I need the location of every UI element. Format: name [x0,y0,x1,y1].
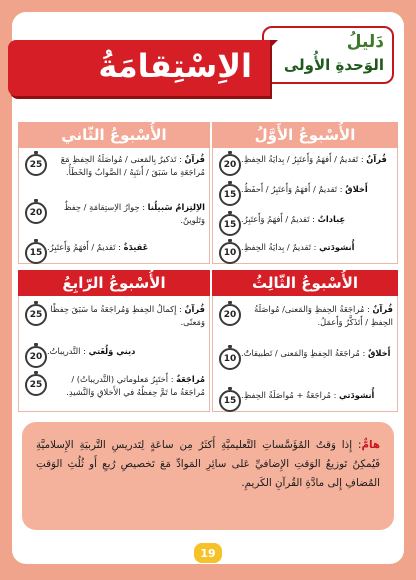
week-2-row-2: 20 الاِلتِزامُ سَبيلُنا : حِوارُ الاِستِقامَةِ / حِفظٌ وَتَلوينٌ. [21,201,205,227]
row-text: تَقديمٌ / أَفهَمُ وَأَعتَبِرُ. [241,214,310,224]
lesson-title: الاِسْتِقامَةُ [98,47,252,85]
row-text: تَقديمٌ / أَفهَمُ وَأَعتَبِرُ. [47,242,116,252]
week-1-panel [212,122,398,264]
subject-label: قُرآنٌ [184,304,205,314]
week-4-title: الأُسْبوعُ الرّابِعُ [18,270,210,296]
row-text: مُراجَعَةُ الحِفظِ وَالمَعنى/ مُواصَلَةُ الحِفظِ / أَتَذَكَّرُ وَأَعمَلُ. [254,304,393,327]
timer-icon: 20 [219,154,241,176]
subject-label: ديني وَلُغَتي [88,346,136,356]
subject-label: عَقيدَةٌ [123,242,149,252]
note-lead: هامٌّ [361,439,380,451]
row-text: تَذكيرٌ بِالمَعنى / مُواصَلَةُ الحِفظِ مَعَ مُراجَعَةِ ما سَبَقَ / أَنتَبِهُ / الصَّوابُ وَالخَطَأُ. [60,154,205,177]
week-1-row-1: 20 قُرآنٌ : تَقديمٌ / أَفهَمُ وَأَعتَبِرُ / بِدايَةُ الحِفظِ. [215,153,393,176]
week-1-title: الأُسْبوعُ الأَوَّلُ [212,122,398,148]
unit-label: الوَحدةِ الأُولى [283,56,384,74]
week-1-row-2: 15 أَخلاقٌ : تَقديمٌ / أَفهَمُ وَأَعتَبِرُ / أَحفَظُ. [215,183,393,206]
subject-label: أَخلاقٌ [367,348,391,358]
unit-guide-box [262,26,394,84]
subject-label: قُرآنٌ [372,304,393,314]
banner-fold [270,40,278,48]
timer-icon: 10 [219,348,241,370]
title-banner [8,40,270,96]
important-note [22,422,394,530]
week-3-row-2: 10 أَخلاقٌ : مُراجَعَةُ الحِفظِ وَالمَعنى / تَطبيقاتٌ. [215,347,393,370]
week-4-row-3: 25 مُراجَعَةٌ : أَختَبِرُ مَعلوماتي (التَّدريباتُ) / مُراجَعَةُ ما تَمَّ حِفظُهُ في الأَخلاقِ وَالنَّشيدِ. [21,373,205,399]
row-text: إِكمالُ الحِفظِ وَمُراجَعَةُ ما سَبَقَ حِفظًا وَمَعنًى. [50,304,205,327]
week-3-row-3: 15 أُنشودَتي : مُراجَعَةٌ + مُواصَلَةُ الحِفظِ. [215,389,393,412]
week-4-row-1: 25 قُرآنٌ : إِكمالُ الحِفظِ وَمُراجَعَةُ ما سَبَقَ حِفظًا وَمَعنًى. [21,303,205,329]
timer-icon: 20 [25,346,47,368]
week-3-row-1: 20 قُرآنٌ : مُراجَعَةُ الحِفظِ وَالمَعنى/ مُواصَلَةُ الحِفظِ / أَتَذَكَّرُ وَأَعمَلُ. [215,303,393,329]
timer-icon: 25 [25,374,47,396]
row-text: تَقديمٌ / أَفهَمُ وَأَعتَبِرُ / أَحفَظُ. [241,184,338,194]
week-4-row-2: 20 ديني وَلُغَتي : التَّدريباتُ. [21,345,205,368]
subject-label: قُرآنٌ [366,154,387,164]
row-text: حِوارُ الاِستِقامَةِ / حِفظٌ وَتَلوينٌ. [63,202,205,225]
timer-icon: 15 [219,390,241,412]
week-2-row-3: 15 عَقيدَةٌ : تَقديمٌ / أَفهَمُ وَأَعتَبِرُ. [21,241,205,264]
subject-label: أُنشودَتي [319,242,355,252]
timer-icon: 15 [219,184,241,206]
note-text: : إِذا وَقتُ المُؤَسَّساتِ التَّعليميَّةِ أَكثَرُ مِن ساعَةٍ لِتَدريسِ التَّربيَةِ الإِسلاميَّةِ فَيُمكِنُ تَوزيعُ الوَقتِ الإِضافيِّ عَلى سائِرِ المَوادِّ مَعَ تَخصيصِ رُبعِ أَو ثُلُثِ الوَقتِ المُضافِ إِلى مادَّةِ القُرآنِ الكَريمِ. [36,439,380,489]
timer-icon: 15 [219,214,241,236]
row-text: أَختَبِرُ مَعلوماتي (التَّدريباتُ) / مُراجَعَةُ ما تَمَّ حِفظُهُ في الأَخلاقِ وَالنَّشيدِ. [66,374,205,397]
timer-icon: 25 [25,304,47,326]
subject-label: عِباداتٌ [317,214,346,224]
week-2-panel [18,122,210,264]
timer-icon: 20 [219,304,241,326]
week-3-panel [212,270,398,412]
week-2-row-1: 25 قُرآنٌ : تَذكيرٌ بِالمَعنى / مُواصَلَةُ الحِفظِ مَعَ مُراجَعَةِ ما سَبَقَ / أَنتَبِهُ / الصَّوابُ وَالخَطَأُ. [21,153,205,179]
week-3-title: الأُسْبوعُ الثّالِثُ [212,270,398,296]
subject-label: قُرآنٌ [184,154,205,164]
week-4-panel [18,270,210,412]
guide-label: دَليلُ [346,32,384,52]
row-text: تَقديمٌ / أَفهَمُ وَأَعتَبِرُ / بِدايَةُ الحِفظِ. [241,154,359,164]
subject-label: أَخلاقٌ [345,184,368,194]
row-text: مُراجَعَةٌ + مُواصَلَةُ الحِفظِ. [241,390,331,400]
subject-label: مُراجَعَةٌ [176,374,205,384]
row-text: التَّدريباتُ. [47,346,81,356]
subject-label: أُنشودَتي [339,390,375,400]
row-text: تَقديمٌ / بِدايَةُ الحِفظِ. [241,242,312,252]
week-2-title: الأُسْبوعُ الثّاني [18,122,210,148]
subject-label: الاِلتِزامُ سَبيلُنا [147,202,205,212]
timer-icon: 25 [25,154,47,176]
timer-icon: 15 [25,242,47,264]
page-number: 19 [194,543,222,563]
week-1-row-3: 15 عِباداتٌ : تَقديمٌ / أَفهَمُ وَأَعتَبِرُ. [215,213,393,236]
row-text: مُراجَعَةُ الحِفظِ وَالمَعنى / تَطبيقاتٌ. [241,348,360,358]
timer-icon: 20 [25,202,47,224]
week-1-row-4: 10 أُنشودَتي : تَقديمٌ / بِدايَةُ الحِفظِ. [215,241,393,264]
timer-icon: 10 [219,242,241,264]
